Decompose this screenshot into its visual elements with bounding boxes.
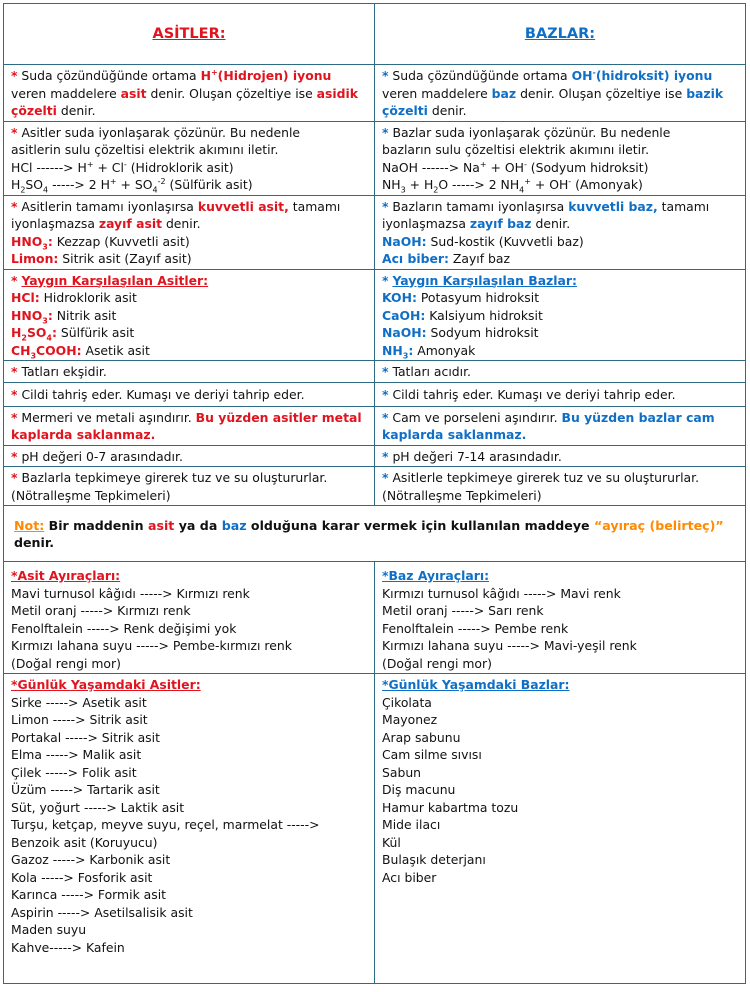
text: olduğuna karar vermek için kullanılan maddeye [246, 517, 594, 533]
text: denir. [14, 535, 55, 550]
bases-header: BAZLAR: [375, 4, 746, 65]
base-skin [375, 382, 746, 406]
nh3-label: $NH_3$: [382, 342, 414, 360]
solution-term: çözelti [382, 103, 428, 118]
base-ph [375, 445, 746, 467]
base-term: baz [491, 85, 517, 101]
acid-word: asit [147, 517, 175, 533]
acid-neutralization [4, 467, 375, 506]
list-item: Üzüm -----> Tartarik asit [11, 782, 160, 797]
text: veren maddelere [382, 85, 492, 101]
text: bazların sulu çözeltisi elektrik akımını iletir. [382, 142, 650, 157]
text: Suda çözündüğünde ortama [388, 68, 572, 83]
acid-indicators [4, 562, 375, 674]
daily-acids-title: *Günlük Yaşamdaki Asitler: [11, 677, 201, 692]
text: tamamı [657, 198, 710, 214]
text: Nitrik asit [52, 307, 117, 323]
text: ya da [174, 517, 222, 533]
table-row [4, 562, 746, 674]
text: Asetik asit [81, 342, 150, 358]
table-row [4, 445, 746, 467]
table-row [4, 382, 746, 406]
list-item: Mavi turnusol kâğıdı -----> Kırmızı renk [11, 585, 250, 601]
list-item: Mide ilacı [382, 817, 441, 832]
bullet-star: * [382, 409, 389, 425]
hcl-label: HCl: [11, 290, 40, 305]
list-item: Gazoz -----> Karbonik asit [11, 852, 171, 867]
weak-base-term: zayıf baz [469, 216, 532, 231]
list-item: Mayonez [382, 712, 438, 727]
base-indicators-title: *Baz Ayıraçları: [382, 568, 490, 583]
text: Bazlar suda iyonlaşarak çözünür. Bu nedenle [392, 124, 671, 140]
naoh-label: NaOH: [382, 325, 427, 340]
text: Bazların tamamı iyonlaşırsa [388, 198, 569, 214]
bullet-star: * [382, 364, 389, 379]
text: Cildi tahriş eder. Kumaşı ve deriyi tahrip eder. [392, 386, 676, 402]
naoh-equation: NaOH ------> Na+ + OH- (Sodyum hidroksit) [382, 159, 649, 175]
bullet-star: * [11, 386, 18, 402]
text: Zayıf baz [448, 251, 511, 266]
text: Sitrik asit (Zayıf asit) [58, 251, 192, 266]
acid-ionization [4, 121, 375, 195]
table-row [4, 121, 746, 195]
list-item: Hamur kabartma tozu [382, 799, 519, 815]
text: Kalsiyum hidroksit [425, 307, 543, 323]
acid-corrosion [4, 406, 375, 445]
acid-strength [4, 195, 375, 269]
warning-text: kaplarda saklanmaz. [382, 427, 527, 442]
common-acids-title: Yaygın Karşılaşılan Asitler: [21, 272, 209, 288]
common-acids [4, 269, 375, 361]
pepper-label: Acı biber: [382, 251, 449, 266]
list-item: Acı biber [382, 869, 437, 885]
text: Potasyum hidroksit [416, 290, 540, 305]
list-item: Metil oranj -----> Sarı renk [382, 603, 544, 618]
list-item: Kırmızı lahana suyu -----> Mavi-yeşil renk [382, 638, 637, 653]
text: Kezzap (Kuvvetli asit) [52, 233, 190, 249]
warning-text: Bu yüzden bazlar cam [561, 409, 715, 425]
base-neutralization [375, 467, 746, 506]
base-word: baz [221, 517, 247, 533]
list-item: Çilek -----> Folik asit [11, 764, 137, 780]
table-row [4, 674, 746, 984]
acid-skin [4, 382, 375, 406]
list-item: (Doğal rengi mor) [382, 655, 492, 671]
ch3cooh-label: $CH_3COOH$: [11, 342, 82, 360]
daily-bases [375, 674, 746, 984]
bullet-star: * [382, 448, 389, 464]
text: Sodyum hidroksit [426, 325, 539, 340]
text: pH değeri 7-14 arasındadır. [392, 448, 562, 464]
indicator-term: “ayıraç (belirteç)” [593, 517, 724, 533]
text: denir. [56, 103, 96, 118]
bullet-star: * [11, 364, 18, 379]
text: pH değeri 0-7 arasındadır. [21, 448, 183, 464]
text: denir. [427, 103, 467, 118]
list-item: Portakal -----> Sitrik asit [11, 729, 160, 745]
hydroxide-ion: OH-(hidroksit) iyonu [571, 67, 713, 83]
bullet-star: * [11, 68, 18, 83]
bullet-star: * [382, 470, 389, 485]
base-indicators [375, 562, 746, 674]
acid-ph [4, 445, 375, 467]
h2so4-equation: $H_2SO_4$ -----> 2 $H^+ + SO_4^{-2}$ (Sülfürik asit) [11, 176, 253, 195]
text: Sülfürik asit [56, 325, 135, 340]
acid-term: asit [120, 85, 147, 101]
list-item: Kırmızı turnusol kâğıdı -----> Mavi renk [382, 585, 621, 601]
text: iyonlaşmazsa [11, 216, 99, 231]
bullet-star: * [382, 198, 389, 214]
list-item: Diş macunu [382, 782, 456, 797]
bullet-star: * [11, 448, 18, 464]
note-row [4, 506, 746, 562]
text: Tatları acıdır. [392, 364, 471, 379]
strong-acid-term: kuvvetli asit, [197, 198, 289, 214]
bullet-star: * [11, 272, 18, 288]
common-bases [375, 269, 746, 361]
text: denir. [162, 216, 201, 231]
text: Sud-kostik (Kuvvetli baz) [426, 233, 584, 249]
list-item: Aspirin -----> Asetilsalisik asit [11, 904, 193, 920]
list-item: Limon -----> Sitrik asit [11, 712, 148, 727]
text: Cam ve porseleni aşındırır. [388, 409, 562, 425]
title-text: Asit Ayıraçları: [17, 568, 121, 583]
strong-base-term: kuvvetli baz, [568, 198, 658, 214]
h2so4-label: $H_2SO_4$: [11, 325, 57, 343]
list-item: Sirke -----> Asetik asit [11, 694, 147, 710]
text: Bazlarla tepkimeye girerek tuz ve su oluştururlar. [21, 470, 328, 485]
base-strength [375, 195, 746, 269]
list-item: Sabun [382, 764, 422, 780]
text: (Nötralleşme Tepkimeleri) [382, 487, 542, 503]
base-corrosion [375, 406, 746, 445]
list-item: Maden suyu [11, 922, 87, 937]
base-definition [375, 65, 746, 122]
text: denir. Oluşan çözeltiye ise [516, 85, 687, 101]
koh-label: KOH: [382, 290, 417, 305]
text: Cildi tahriş eder. Kumaşı ve deriyi tahrip eder. [21, 386, 305, 402]
basic-term: bazik [686, 85, 724, 101]
daily-acids [4, 674, 375, 984]
bullet-star: * [382, 68, 389, 83]
table-row [4, 269, 746, 361]
note-label: Not: [14, 517, 45, 533]
text: denir. [531, 216, 571, 231]
hcl-equation: HCl ------> H+ + Cl- (Hidroklorik asit) [11, 159, 234, 175]
text: Suda çözündüğünde ortama [17, 68, 201, 83]
text: Asitlerin tamamı iyonlaşırsa [17, 198, 198, 214]
bullet-star: * [11, 470, 18, 485]
list-item: Kül [382, 834, 401, 850]
base-ionization [375, 121, 746, 195]
text: asitlerin sulu çözeltisi elektrik akımını iletir. [11, 142, 279, 157]
list-item: Karınca -----> Formik asit [11, 887, 167, 902]
text: tamamı [288, 198, 341, 214]
bullet-star: * [382, 124, 389, 140]
table-row [4, 65, 746, 122]
list-item: Fenolftalein -----> Pembe renk [382, 620, 569, 636]
list-item: Metil oranj -----> Kırmızı renk [11, 603, 191, 618]
text: veren maddelere [11, 85, 121, 101]
list-item: Kırmızı lahana suyu -----> Pembe-kırmızı renk [11, 638, 292, 653]
lemon-label: Limon: [11, 251, 59, 266]
title-text: Günlük Yaşamdaki Bazlar: [388, 677, 570, 692]
base-taste [375, 361, 746, 383]
list-item: (Doğal rengi mor) [11, 655, 121, 671]
list-item: Arap sabunu [382, 729, 461, 745]
table-row [4, 406, 746, 445]
daily-bases-title: *Günlük Yaşamdaki Bazlar: [382, 677, 570, 692]
acids-bases-table [3, 3, 746, 984]
table-row [4, 467, 746, 506]
bullet-star: * [382, 386, 389, 402]
list-item: Süt, yoğurt -----> Laktik asit [11, 799, 185, 815]
nh3-equation: $NH_3 + H_2O$ -----> 2 $NH_4^+ + OH^-$ (Amonyak) [382, 176, 643, 195]
warning-text: kaplarda saklanmaz. [11, 427, 156, 442]
acids-header: ASİTLER: [4, 4, 375, 65]
bullet-star: * [382, 272, 389, 288]
list-item: Çikolata [382, 694, 432, 710]
list-item: Turşu, ketçap, meyve suyu, reçel, marmelat -----> [11, 817, 320, 832]
acidic-term: asidik [316, 85, 358, 101]
bullet-star: * [11, 124, 18, 140]
list-item: Elma -----> Malik asit [11, 747, 142, 762]
weak-acid-term: zayıf asit [98, 216, 162, 231]
common-bases-title: Yaygın Karşılaşılan Bazlar: [392, 272, 577, 288]
acid-taste [4, 361, 375, 383]
text: (Nötralleşme Tepkimeleri) [11, 487, 171, 503]
table-row [4, 361, 746, 383]
acid-definition [4, 65, 375, 122]
title-text: Günlük Yaşamdaki Asitler: [17, 677, 201, 692]
text: Asitlerle tepkimeye girerek tuz ve su oluştururlar. [392, 470, 700, 485]
solution-term: çözelti [11, 103, 57, 118]
header-row [4, 4, 746, 65]
note [4, 506, 746, 562]
list-item: Kola -----> Fosforik asit [11, 869, 153, 885]
hydrogen-ion: H+(Hidrojen) iyonu [200, 67, 332, 83]
list-item: Cam silme sıvısı [382, 747, 482, 762]
text: Hidroklorik asit [39, 290, 137, 305]
title-text: Baz Ayıraçları: [388, 568, 490, 583]
text: denir. Oluşan çözeltiye ise [146, 85, 317, 101]
hno3-label: $HNO_3$: [11, 307, 53, 325]
text: Tatları ekşidir. [21, 364, 107, 379]
bullet-star: * [11, 409, 18, 425]
table-row [4, 195, 746, 269]
caoh-label: CaOH: [382, 307, 426, 323]
hno3-label: $HNO_3$: [11, 233, 53, 251]
list-item: Fenolftalein -----> Renk değişimi yok [11, 620, 237, 636]
list-item: Benzoik asit (Koruyucu) [11, 834, 158, 850]
warning-text: Bu yüzden asitler metal [195, 409, 362, 425]
list-item: Kahve-----> Kafein [11, 939, 125, 955]
list-item: Bulaşık deterjanı [382, 852, 486, 867]
text: Bir maddenin [44, 517, 148, 533]
text: Amonyak [413, 342, 476, 358]
text: iyonlaşmazsa [382, 216, 470, 231]
text: Mermeri ve metali aşındırır. [17, 409, 196, 425]
acid-indicators-title: *Asit Ayıraçları: [11, 568, 121, 583]
naoh-label: NaOH: [382, 233, 427, 249]
text: Asitler suda iyonlaşarak çözünür. Bu nedenle [21, 124, 301, 140]
bullet-star: * [11, 198, 18, 214]
